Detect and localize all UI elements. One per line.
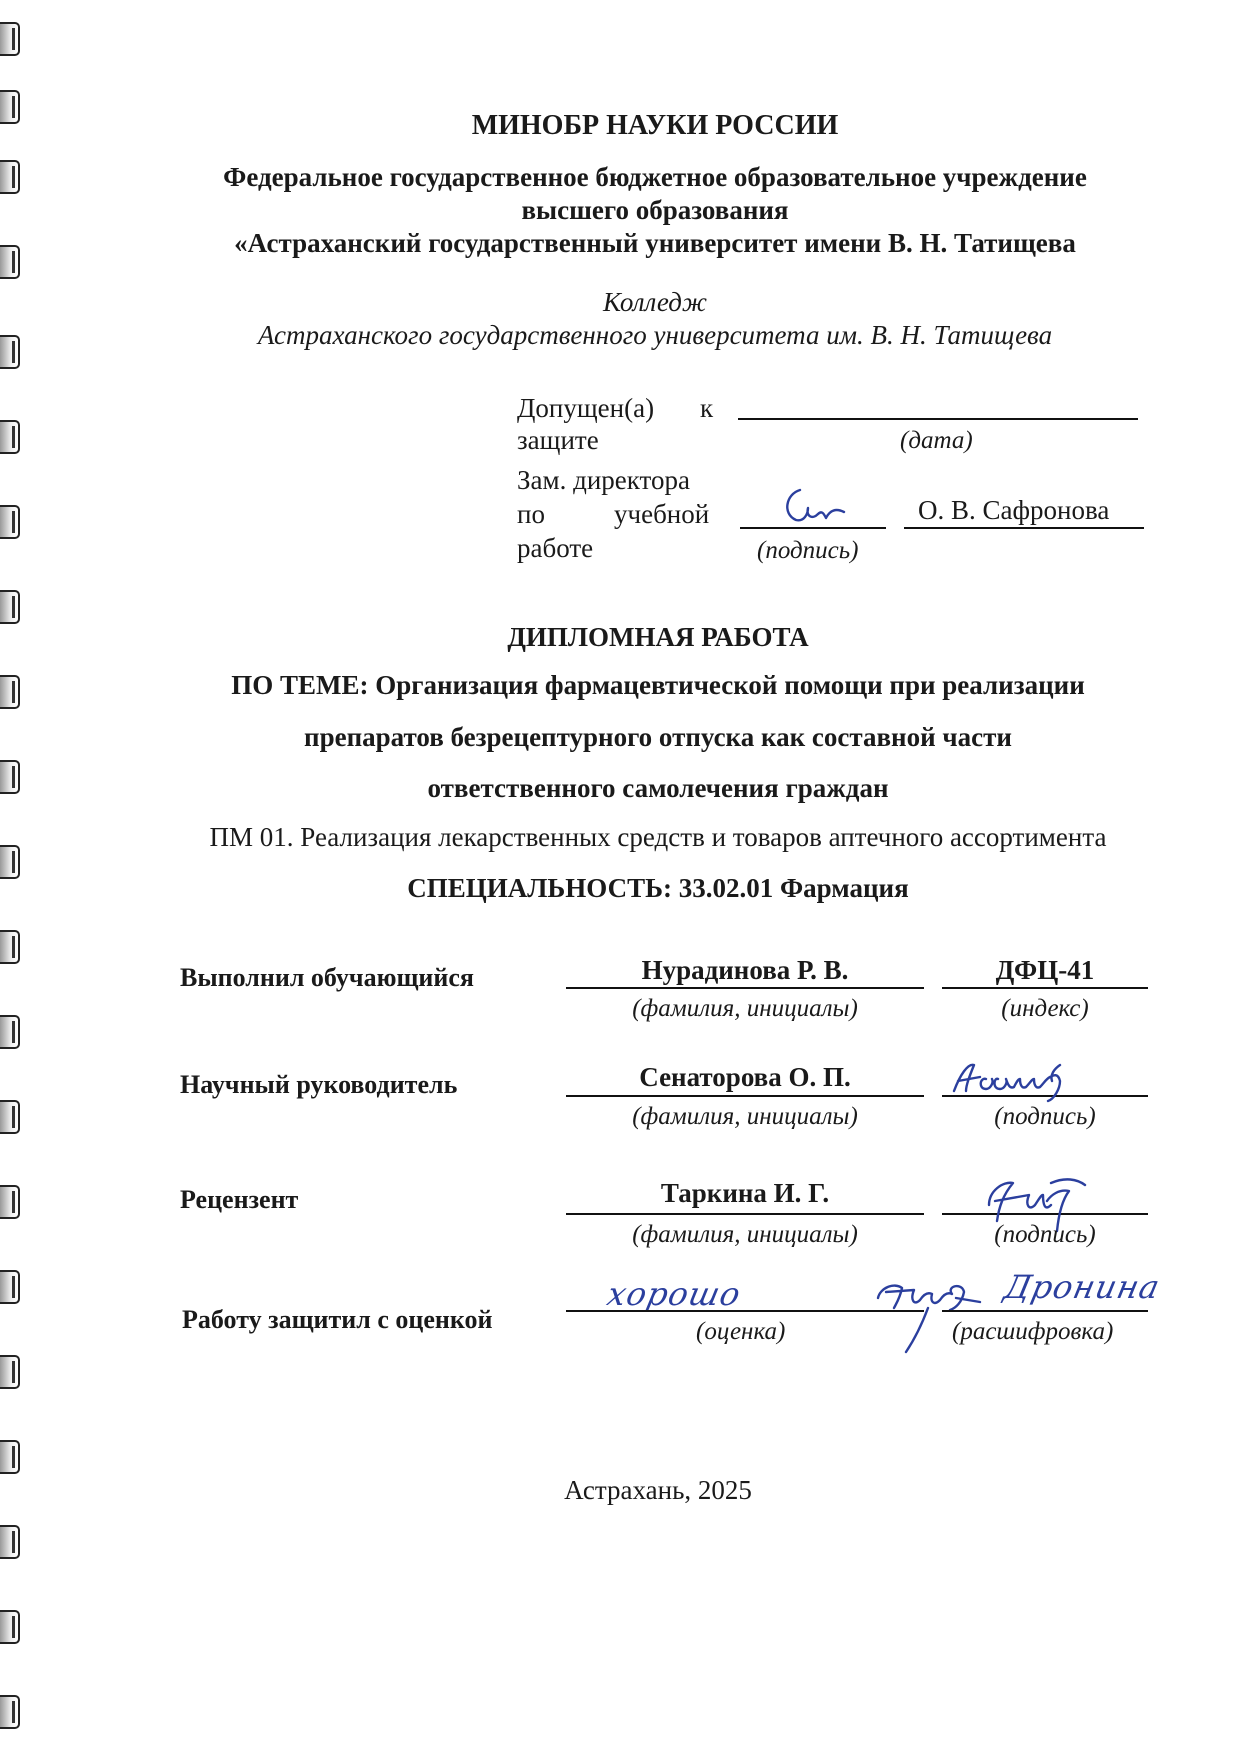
reviewer-name-caption: (фамилия, инициалы) — [632, 1221, 858, 1248]
supervisor-name-line — [566, 1095, 924, 1097]
reviewer-label: Рецензент — [180, 1185, 299, 1214]
deputy-name: О. В. Сафронова — [918, 495, 1110, 525]
binding-ring — [0, 1270, 20, 1304]
binding-ring — [0, 1355, 20, 1389]
institution-line3: «Астраханский государственный университет имени В. Н. Татищева — [234, 228, 1076, 258]
binding-ring — [0, 1440, 20, 1474]
thesis-topic-line3: ответственного самолечения граждан — [427, 773, 889, 803]
date-caption: (дата) — [900, 427, 973, 454]
binding-ring — [0, 22, 20, 56]
binding-ring — [0, 1695, 20, 1729]
institution-line1: Федеральное государственное бюджетное образовательное учреждение — [223, 162, 1087, 192]
specialty: СПЕЦИАЛЬНОСТЬ: 33.02.01 Фармация — [407, 873, 909, 903]
deputy-title-line1: Зам. директора — [517, 465, 690, 495]
supervisor-name-caption: (фамилия, инициалы) — [632, 1103, 858, 1130]
decoding-handwriting: Дронина — [1000, 1268, 1164, 1306]
reviewer-signature-caption: (подпись) — [994, 1221, 1096, 1248]
deputy-signature — [778, 484, 858, 534]
thesis-topic-line2: препаратов безрецептурного отпуска как составной части — [304, 722, 1012, 752]
binding-ring — [0, 1525, 20, 1559]
student-group-line — [942, 987, 1148, 989]
supervisor-signature — [950, 1055, 1110, 1105]
deputy-title-line3: работе — [517, 533, 594, 563]
binding-ring — [0, 1015, 20, 1049]
deputy-title-line2b: учебной — [614, 499, 710, 529]
college-line1: Колледж — [602, 287, 708, 317]
reviewer-name-line — [566, 1213, 924, 1215]
student-name-line — [566, 987, 924, 989]
student-group: ДФЦ-41 — [995, 955, 1095, 985]
binding-ring — [0, 930, 20, 964]
thesis-topic-line1: ПО ТЕМЕ: Организация фармацевтической помощи при реализации — [231, 670, 1085, 700]
binding-ring — [0, 505, 20, 539]
deputy-name-line — [904, 527, 1144, 529]
admitted-label: Допущен(а) — [517, 393, 655, 423]
student-name: Нурадинова Р. В. — [641, 955, 849, 985]
thesis-type: ДИПЛОМНАЯ РАБОТА — [507, 622, 809, 652]
defense-label: Работу защитил с оценкой — [182, 1305, 493, 1334]
decoding-caption: (расшифровка) — [952, 1318, 1114, 1345]
signature-caption: (подпись) — [757, 537, 859, 564]
reviewer-name: Таркина И. Г. — [660, 1178, 830, 1208]
binding-ring — [0, 1610, 20, 1644]
student-group-caption: (индекс) — [1001, 995, 1089, 1022]
binding-ring — [0, 1100, 20, 1134]
decoding-line — [942, 1310, 1148, 1312]
deputy-title-line2a: по — [517, 499, 545, 529]
binding-ring — [0, 420, 20, 454]
institution-line2: высшего образования — [521, 195, 789, 225]
supervisor-label: Научный руководитель — [180, 1070, 458, 1099]
college-line2: Астраханского государственного университета им. В. Н. Татищева — [257, 320, 1053, 350]
professional-module: ПМ 01. Реализация лекарственных средств и товаров аптечного ассортимента — [209, 822, 1107, 852]
binding-ring — [0, 590, 20, 624]
admitted-label-preposition: к — [700, 393, 714, 423]
grade-handwriting: хорошо — [603, 1275, 745, 1313]
supervisor-signature-caption: (подпись) — [994, 1103, 1096, 1130]
student-name-caption: (фамилия, инициалы) — [632, 995, 858, 1022]
binding-ring — [0, 1185, 20, 1219]
student-label: Выполнил обучающийся — [180, 963, 474, 992]
date-line — [738, 418, 1138, 420]
supervisor-name: Сенаторова О. П. — [639, 1062, 851, 1092]
grade-caption: (оценка) — [696, 1318, 786, 1345]
ministry-title: МИНОБР НАУКИ РОССИИ — [471, 110, 839, 141]
city-year: Астрахань, 2025 — [564, 1475, 752, 1505]
admitted-label-defense: защите — [517, 425, 599, 455]
